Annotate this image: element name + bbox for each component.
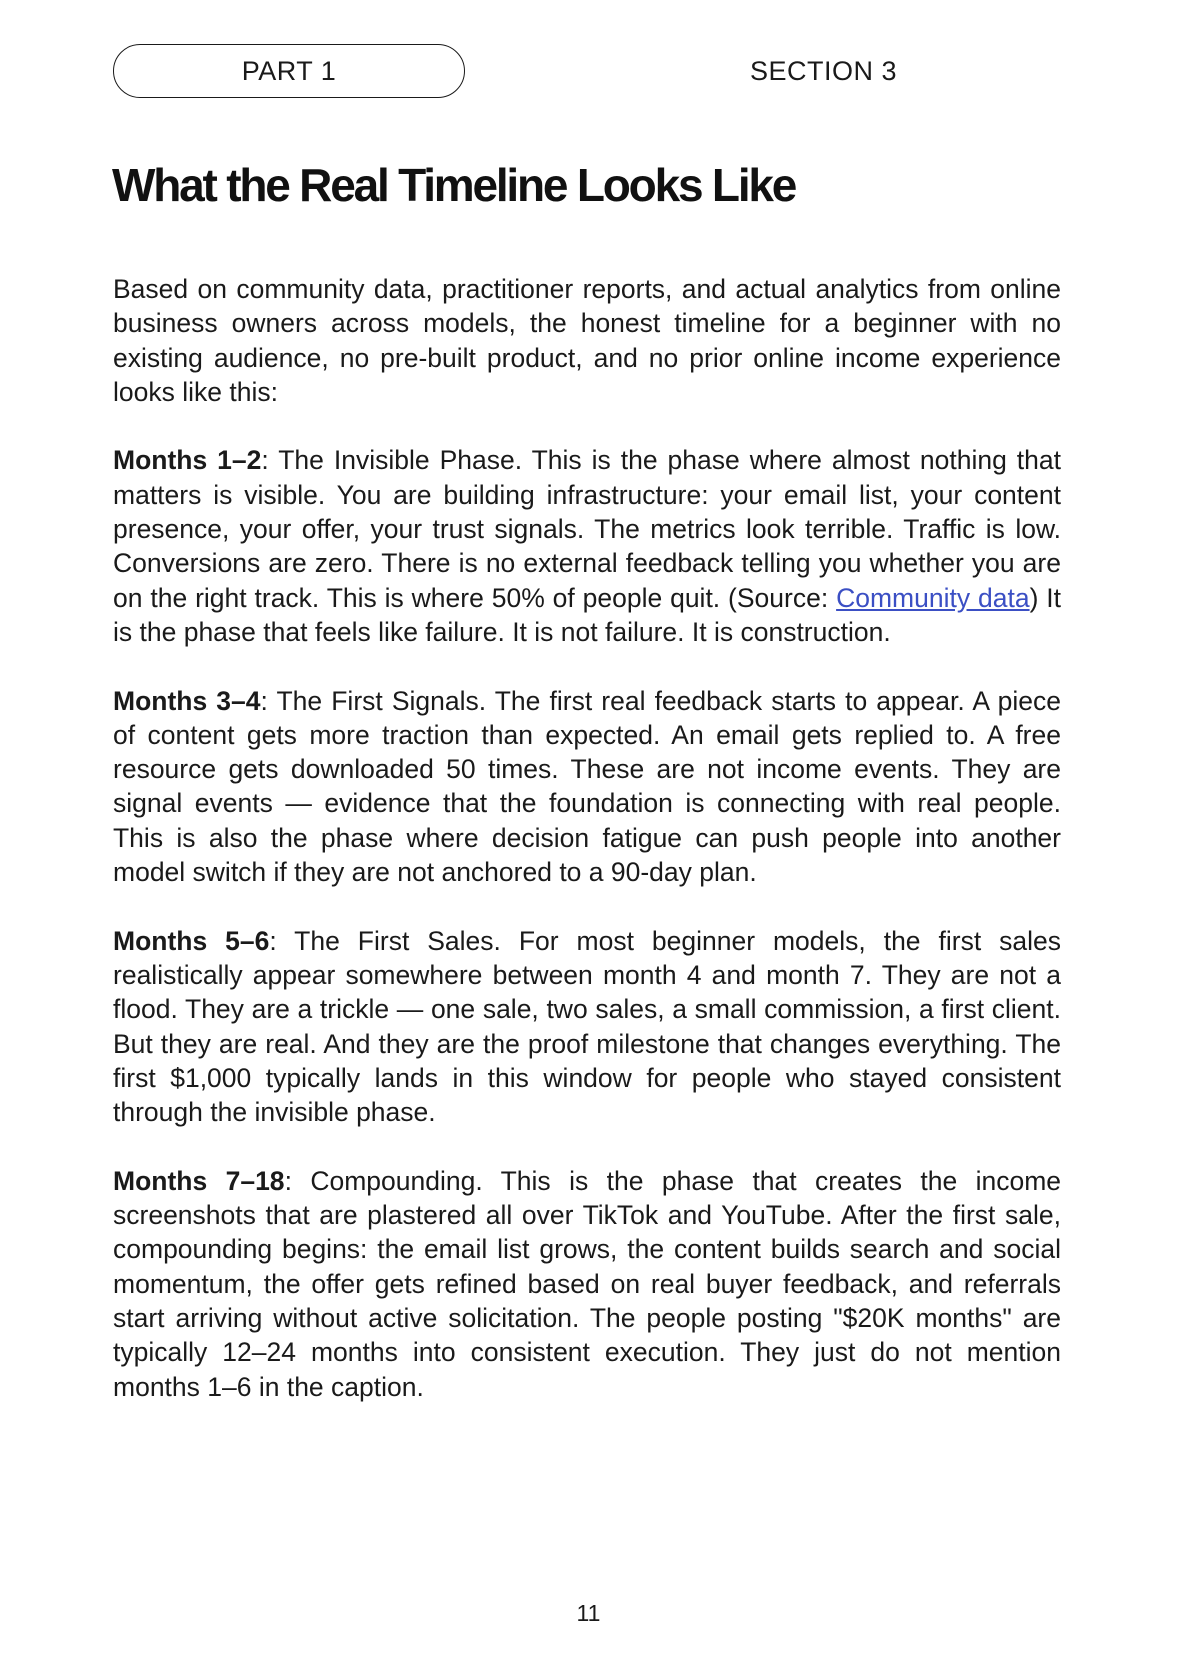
phase-paragraph-months-5-6: [113, 924, 1061, 1130]
phase-text: : The First Signals. The first real feedback starts to appear. A piece of content gets more traction than expected. An email gets replied to. A free resource gets downloaded 50 times. These are not income events. They are signal events — evidence that the foundation is connecting with real people. This is also the phase where decision fatigue can push people into another model switch if they are not anchored to a 90-day plan.: [113, 685, 1061, 888]
phase-paragraph-months-7-18: [113, 1164, 1061, 1404]
phase-paragraph-months-1-2: [113, 443, 1061, 649]
part-label: PART 1: [113, 44, 465, 98]
phase-paragraph-months-3-4: [113, 684, 1061, 890]
phase-label: Months 5–6: [113, 925, 270, 956]
intro-paragraph: Based on community data, practitioner reports, and actual analytics from online business owners across models, the honest timeline for a beginner with no existing audience, no pre-built product, and no prior online income experience looks like this:: [113, 274, 1061, 407]
phase-text: : The Invisible Phase. This is the phase where almost nothing that matters is visible. You are building infrastructure: your email list, your content presence, your offer, your trust signals. The metrics look terrible. Traffic is low. Conversions are zero. There is no external feedback telling you whether you are on the right track. This is where 50% of people quit. (Source:: [113, 445, 1061, 613]
page-title: What the Real Timeline Looks Like: [112, 159, 796, 211]
phase-label: Months 3–4: [113, 685, 261, 716]
phase-text: : Compounding. This is the phase that creates the income screenshots that are plastered all over TikTok and YouTube. After the first sale, compounding begins: the email list grows, the content builds search and social momentum, the offer gets refined based on real buyer feedback, and referrals start arriving without active solicitation. The people posting "$20K months" are typically 12–24 months into consistent execution. They just do not mention months 1–6 in the caption.: [113, 1165, 1062, 1402]
page-header: [113, 44, 1113, 102]
section-label: SECTION 3: [750, 55, 898, 86]
phase-text-continued: ) It is the phase that feels like failure. It is not failure. It is construction.: [113, 582, 1061, 647]
phase-label: Months 1–2: [113, 445, 262, 476]
page-number: 11: [576, 1600, 601, 1626]
phase-text: : The First Sales. For most beginner models, the first sales realistically appear somewhere between month 4 and month 7. They are not a flood. They are a trickle — one sale, two sales, a small commission, a first client. But they are real. And they are the proof milestone that changes everything. The first $1,000 typically lands in this window for people who stayed consistent through the invisible phase.: [113, 925, 1061, 1128]
community-data-link[interactable]: Community data: [836, 582, 1030, 613]
phase-label: Months 7–18: [113, 1165, 285, 1196]
body-text: [113, 272, 1061, 1438]
